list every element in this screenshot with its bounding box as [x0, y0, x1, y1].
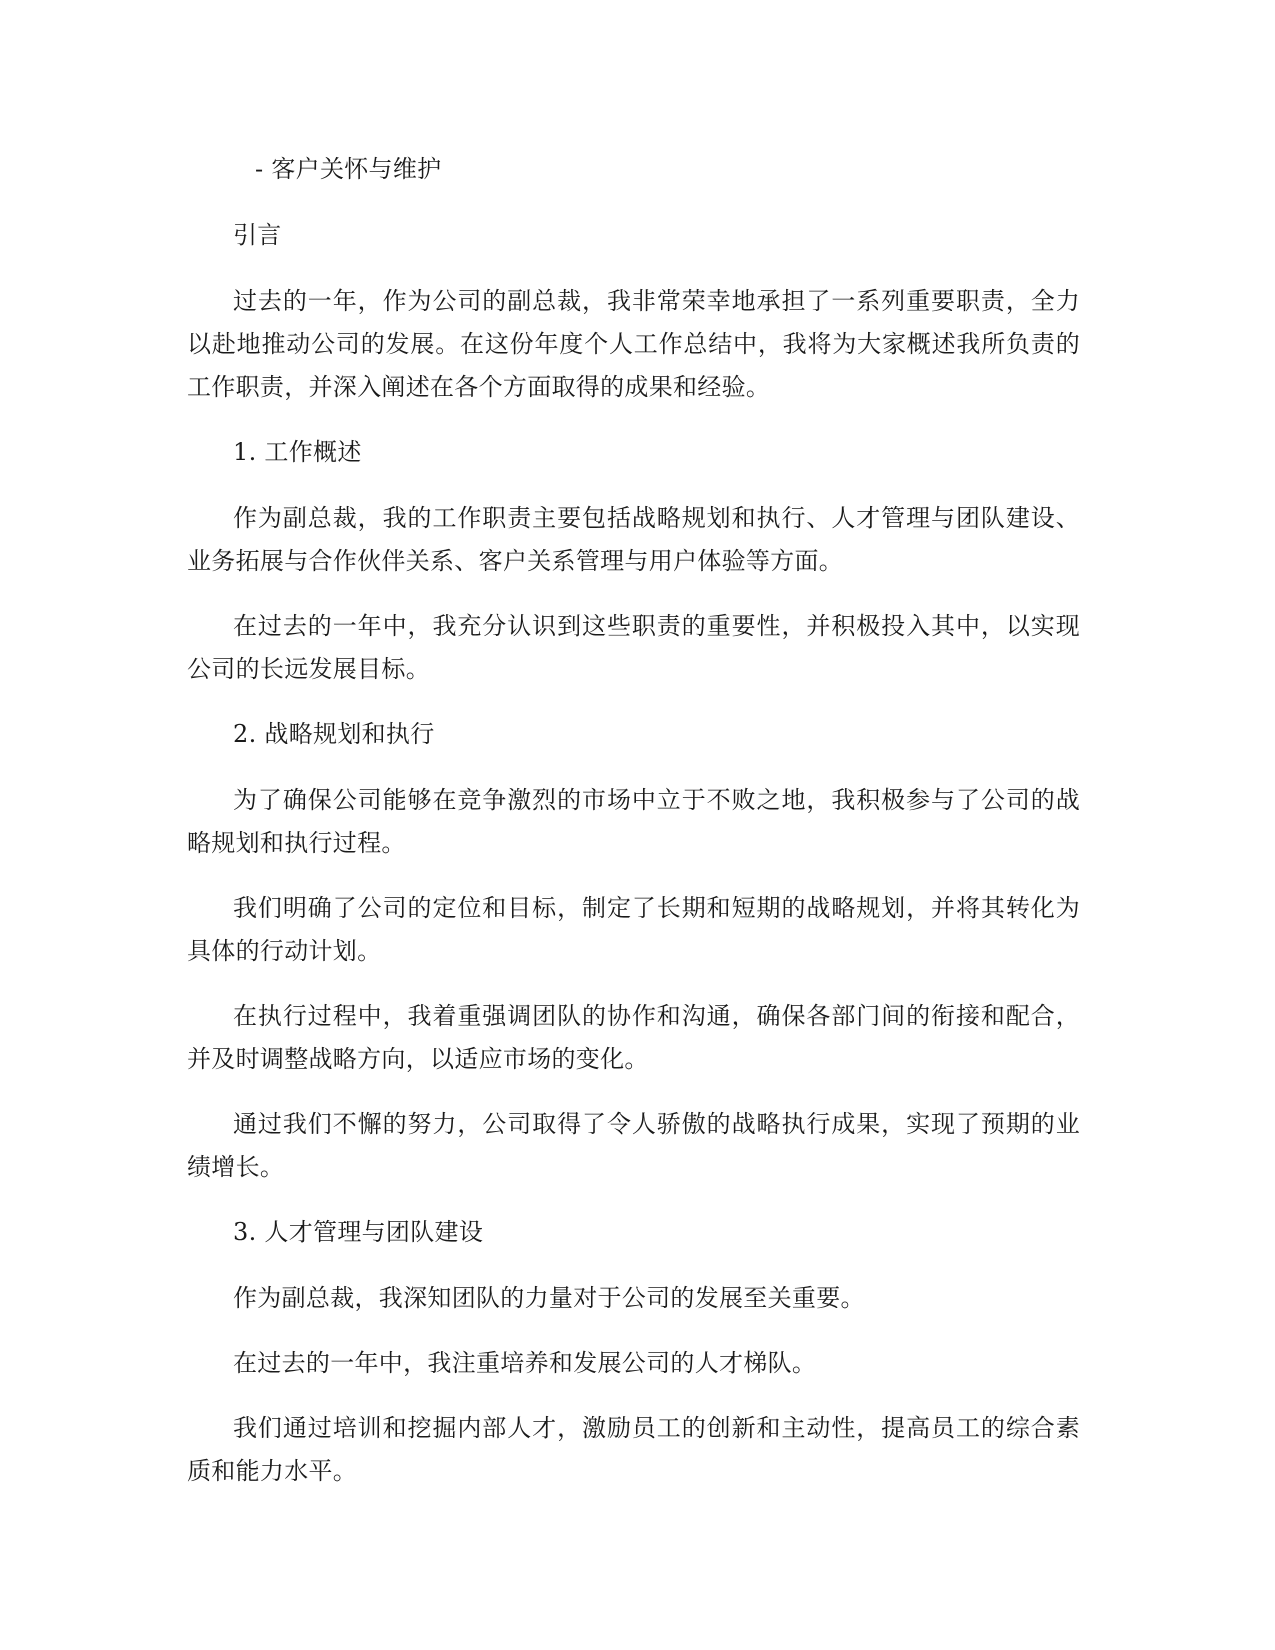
heading-work-overview: 1. 工作概述 [233, 438, 362, 466]
heading-intro: 引言 [233, 221, 282, 249]
heading-talent: 3. 人才管理与团队建设 [233, 1218, 484, 1246]
intro-paragraph: 过去的一年，作为公司的副总裁，我非常荣幸地承担了一系列重要职责，全力以赴地推动公司的发展。在这份年度个人工作总结中，我将为大家概述我所负责的工作职责，并深入阐述在各个方面取得的成果和经验。 [187, 287, 1080, 401]
strategy-paragraph-1: 为了确保公司能够在竞争激烈的市场中立于不败之地，我积极参与了公司的战略规划和执行过程。 [187, 786, 1080, 857]
overview-paragraph-2: 在过去的一年中，我充分认识到这些职责的重要性，并积极投入其中，以实现公司的长远发展目标。 [187, 612, 1080, 683]
strategy-paragraph-4: 通过我们不懈的努力，公司取得了令人骄傲的战略执行成果，实现了预期的业绩增长。 [187, 1110, 1080, 1181]
heading-strategy: 2. 战略规划和执行 [233, 720, 435, 748]
overview-paragraph-1: 作为副总裁，我的工作职责主要包括战略规划和执行、人才管理与团队建设、业务拓展与合作伙伴关系、客户关系管理与用户体验等方面。 [187, 504, 1080, 575]
talent-paragraph-3: 我们通过培训和挖掘内部人才，激励员工的创新和主动性，提高员工的综合素质和能力水平。 [187, 1414, 1080, 1485]
talent-paragraph-1: 作为副总裁，我深知团队的力量对于公司的发展至关重要。 [233, 1284, 865, 1312]
bullet-customer-care: - 客户关怀与维护 [255, 155, 442, 183]
strategy-paragraph-2: 我们明确了公司的定位和目标，制定了长期和短期的战略规划，并将其转化为具体的行动计划。 [187, 894, 1080, 965]
strategy-paragraph-3: 在执行过程中，我着重强调团队的协作和沟通，确保各部门间的衔接和配合，并及时调整战略方向，以适应市场的变化。 [187, 1002, 1080, 1073]
talent-paragraph-2: 在过去的一年中，我注重培养和发展公司的人才梯队。 [233, 1349, 817, 1377]
document-body [187, 148, 1080, 1515]
